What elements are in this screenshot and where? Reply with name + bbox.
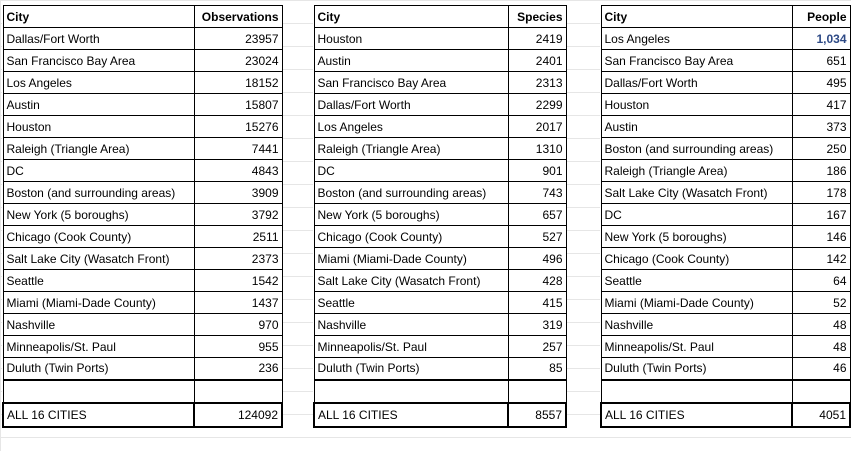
city-cell[interactable]: Miami (Miami-Dade County) bbox=[314, 248, 508, 270]
city-cell[interactable]: Raleigh (Triangle Area) bbox=[3, 138, 194, 160]
city-header[interactable]: City bbox=[314, 6, 508, 28]
table-row bbox=[601, 270, 850, 292]
value-cell[interactable]: 657 bbox=[508, 204, 566, 226]
city-cell[interactable]: Miami (Miami-Dade County) bbox=[3, 292, 194, 314]
city-cell[interactable]: Dallas/Fort Worth bbox=[314, 94, 508, 116]
spacer-row bbox=[3, 380, 282, 403]
value-cell[interactable]: 85 bbox=[508, 358, 566, 380]
city-cell[interactable]: Minneapolis/St. Paul bbox=[601, 336, 792, 358]
value-cell[interactable]: 955 bbox=[194, 336, 282, 358]
table-row bbox=[601, 50, 850, 72]
spacer-row bbox=[601, 380, 850, 403]
table-row bbox=[601, 160, 850, 182]
value-cell[interactable]: 250 bbox=[792, 138, 850, 160]
city-cell[interactable]: Miami (Miami-Dade County) bbox=[601, 292, 792, 314]
total-label[interactable]: ALL 16 CITIES bbox=[3, 403, 194, 427]
city-cell[interactable]: Austin bbox=[314, 50, 508, 72]
table-row bbox=[3, 72, 282, 94]
table-row bbox=[314, 50, 566, 72]
table-row bbox=[601, 138, 850, 160]
value-cell[interactable]: 496 bbox=[508, 248, 566, 270]
city-cell[interactable]: Dallas/Fort Worth bbox=[601, 72, 792, 94]
city-cell[interactable]: Dallas/Fort Worth bbox=[3, 28, 194, 50]
table-row bbox=[3, 314, 282, 336]
value-cell[interactable]: 64 bbox=[792, 270, 850, 292]
table-row bbox=[601, 226, 850, 248]
table-row bbox=[601, 358, 850, 380]
value-cell[interactable]: 18152 bbox=[194, 72, 282, 94]
value-cell[interactable]: 1437 bbox=[194, 292, 282, 314]
city-cell[interactable]: Salt Lake City (Wasatch Front) bbox=[3, 248, 194, 270]
value-cell[interactable]: 46 bbox=[792, 358, 850, 380]
table-row bbox=[314, 270, 566, 292]
header-row bbox=[3, 6, 282, 28]
spacer-row bbox=[314, 380, 566, 403]
observations-table bbox=[2, 5, 283, 428]
total-label[interactable]: ALL 16 CITIES bbox=[314, 403, 508, 427]
total-row bbox=[601, 403, 850, 427]
city-cell[interactable]: DC bbox=[314, 160, 508, 182]
value-cell[interactable]: 970 bbox=[194, 314, 282, 336]
city-cell[interactable]: San Francisco Bay Area bbox=[601, 50, 792, 72]
city-cell[interactable]: Minneapolis/St. Paul bbox=[3, 336, 194, 358]
city-cell[interactable]: Los Angeles bbox=[601, 28, 792, 50]
value-cell[interactable]: 142 bbox=[792, 248, 850, 270]
value-cell[interactable]: 319 bbox=[508, 314, 566, 336]
value-cell[interactable]: 3792 bbox=[194, 204, 282, 226]
city-cell[interactable]: Houston bbox=[3, 116, 194, 138]
table-row bbox=[3, 182, 282, 204]
city-cell[interactable]: San Francisco Bay Area bbox=[314, 72, 508, 94]
value-cell[interactable]: 901 bbox=[508, 160, 566, 182]
table-row bbox=[3, 226, 282, 248]
city-cell[interactable]: Los Angeles bbox=[3, 72, 194, 94]
table-row bbox=[314, 204, 566, 226]
value-cell[interactable]: 495 bbox=[792, 72, 850, 94]
species-header[interactable]: Species bbox=[508, 6, 566, 28]
table-row bbox=[3, 138, 282, 160]
city-cell[interactable]: Los Angeles bbox=[314, 116, 508, 138]
city-cell[interactable]: Salt Lake City (Wasatch Front) bbox=[601, 182, 792, 204]
table-row bbox=[314, 138, 566, 160]
value-cell[interactable]: 186 bbox=[792, 160, 850, 182]
city-cell[interactable]: Duluth (Twin Ports) bbox=[601, 358, 792, 380]
city-cell[interactable]: Nashville bbox=[314, 314, 508, 336]
city-header[interactable]: City bbox=[601, 6, 792, 28]
city-cell[interactable]: Nashville bbox=[601, 314, 792, 336]
total-value[interactable]: 8557 bbox=[508, 403, 566, 427]
total-row bbox=[3, 403, 282, 427]
table-row bbox=[314, 182, 566, 204]
value-cell[interactable]: 743 bbox=[508, 182, 566, 204]
city-cell[interactable]: Duluth (Twin Ports) bbox=[314, 358, 508, 380]
value-cell[interactable]: 2373 bbox=[194, 248, 282, 270]
table-row bbox=[314, 292, 566, 314]
table-row bbox=[3, 28, 282, 50]
table-row bbox=[314, 248, 566, 270]
city-cell[interactable]: Duluth (Twin Ports) bbox=[3, 358, 194, 380]
city-cell[interactable]: New York (5 boroughs) bbox=[601, 226, 792, 248]
value-cell[interactable]: 236 bbox=[194, 358, 282, 380]
city-cell[interactable]: Chicago (Cook County) bbox=[314, 226, 508, 248]
value-cell[interactable]: 2299 bbox=[508, 94, 566, 116]
table-row bbox=[314, 94, 566, 116]
value-cell[interactable]: 2313 bbox=[508, 72, 566, 94]
species-table bbox=[313, 5, 567, 428]
city-cell[interactable]: DC bbox=[601, 204, 792, 226]
value-cell[interactable]: 167 bbox=[792, 204, 850, 226]
value-cell[interactable]: 23024 bbox=[194, 50, 282, 72]
table-row bbox=[601, 116, 850, 138]
header-row bbox=[601, 6, 850, 28]
header-row bbox=[314, 6, 566, 28]
table-row bbox=[3, 116, 282, 138]
value-cell[interactable]: 2419 bbox=[508, 28, 566, 50]
total-value[interactable]: 124092 bbox=[194, 403, 282, 427]
people-table bbox=[600, 5, 851, 428]
value-cell[interactable]: 373 bbox=[792, 116, 850, 138]
city-cell[interactable]: Seattle bbox=[601, 270, 792, 292]
table-row bbox=[314, 336, 566, 358]
value-cell[interactable]: 48 bbox=[792, 336, 850, 358]
value-cell[interactable]: 417 bbox=[792, 94, 850, 116]
empty-cell[interactable] bbox=[3, 380, 194, 403]
value-cell[interactable]: 15807 bbox=[194, 94, 282, 116]
value-cell[interactable]: 146 bbox=[792, 226, 850, 248]
total-row bbox=[314, 403, 566, 427]
city-cell[interactable]: San Francisco Bay Area bbox=[3, 50, 194, 72]
city-cell[interactable]: Raleigh (Triangle Area) bbox=[601, 160, 792, 182]
table-row bbox=[314, 72, 566, 94]
city-cell[interactable]: Seattle bbox=[314, 292, 508, 314]
table-row bbox=[314, 314, 566, 336]
table-row bbox=[3, 358, 282, 380]
city-cell[interactable]: Austin bbox=[601, 116, 792, 138]
table-row bbox=[601, 336, 850, 358]
city-cell[interactable]: New York (5 boroughs) bbox=[314, 204, 508, 226]
value-cell[interactable]: 2511 bbox=[194, 226, 282, 248]
total-value[interactable]: 4051 bbox=[792, 403, 850, 427]
table-row bbox=[314, 160, 566, 182]
value-cell[interactable]: 1542 bbox=[194, 270, 282, 292]
value-cell[interactable]: 178 bbox=[792, 182, 850, 204]
value-cell[interactable]: 1310 bbox=[508, 138, 566, 160]
value-cell[interactable]: 4843 bbox=[194, 160, 282, 182]
total-label[interactable]: ALL 16 CITIES bbox=[601, 403, 792, 427]
city-cell[interactable]: Houston bbox=[314, 28, 508, 50]
city-cell[interactable]: New York (5 boroughs) bbox=[3, 204, 194, 226]
city-cell[interactable]: Houston bbox=[601, 94, 792, 116]
table-row bbox=[601, 182, 850, 204]
value-cell[interactable]: 2401 bbox=[508, 50, 566, 72]
people-header[interactable]: People bbox=[792, 6, 850, 28]
value-cell[interactable]: 52 bbox=[792, 292, 850, 314]
table-row bbox=[601, 248, 850, 270]
empty-cell[interactable] bbox=[314, 380, 508, 403]
city-cell[interactable]: Boston (and surrounding areas) bbox=[601, 138, 792, 160]
table-row bbox=[3, 160, 282, 182]
table-row bbox=[314, 116, 566, 138]
city-cell[interactable]: Minneapolis/St. Paul bbox=[314, 336, 508, 358]
value-cell[interactable]: 48 bbox=[792, 314, 850, 336]
value-cell[interactable]: 415 bbox=[508, 292, 566, 314]
table-row bbox=[3, 94, 282, 116]
table-row bbox=[314, 226, 566, 248]
table-row bbox=[601, 72, 850, 94]
table-row bbox=[3, 50, 282, 72]
city-cell[interactable]: DC bbox=[3, 160, 194, 182]
table-row bbox=[3, 336, 282, 358]
empty-cell[interactable] bbox=[508, 380, 566, 403]
empty-cell[interactable] bbox=[194, 380, 282, 403]
value-cell[interactable]: 2017 bbox=[508, 116, 566, 138]
city-cell[interactable]: Boston (and surrounding areas) bbox=[3, 182, 194, 204]
table-row bbox=[3, 204, 282, 226]
table-row bbox=[601, 28, 850, 50]
value-cell[interactable]: 15276 bbox=[194, 116, 282, 138]
city-cell[interactable]: Austin bbox=[3, 94, 194, 116]
city-cell[interactable]: Seattle bbox=[3, 270, 194, 292]
value-cell[interactable]: 23957 bbox=[194, 28, 282, 50]
value-cell[interactable]: 428 bbox=[508, 270, 566, 292]
value-cell[interactable]: 257 bbox=[508, 336, 566, 358]
table-row bbox=[314, 28, 566, 50]
table-row bbox=[601, 314, 850, 336]
value-cell[interactable]: 651 bbox=[792, 50, 850, 72]
table-row bbox=[314, 358, 566, 380]
city-cell[interactable]: Raleigh (Triangle Area) bbox=[314, 138, 508, 160]
value-cell[interactable]: 527 bbox=[508, 226, 566, 248]
value-cell[interactable]: 3909 bbox=[194, 182, 282, 204]
city-cell[interactable]: Nashville bbox=[3, 314, 194, 336]
value-cell[interactable]: 7441 bbox=[194, 138, 282, 160]
table-row bbox=[3, 292, 282, 314]
city-cell[interactable]: Salt Lake City (Wasatch Front) bbox=[314, 270, 508, 292]
city-header[interactable]: City bbox=[3, 6, 194, 28]
value-cell-highlighted[interactable]: 1,034 bbox=[792, 28, 850, 50]
empty-cell[interactable] bbox=[792, 380, 850, 403]
table-row bbox=[3, 248, 282, 270]
table-row bbox=[3, 270, 282, 292]
table-row bbox=[601, 204, 850, 226]
observations-header[interactable]: Observations bbox=[194, 6, 282, 28]
empty-cell[interactable] bbox=[601, 380, 792, 403]
table-row bbox=[601, 292, 850, 314]
city-cell[interactable]: Chicago (Cook County) bbox=[601, 248, 792, 270]
city-cell[interactable]: Chicago (Cook County) bbox=[3, 226, 194, 248]
city-cell[interactable]: Boston (and surrounding areas) bbox=[314, 182, 508, 204]
table-row bbox=[601, 94, 850, 116]
